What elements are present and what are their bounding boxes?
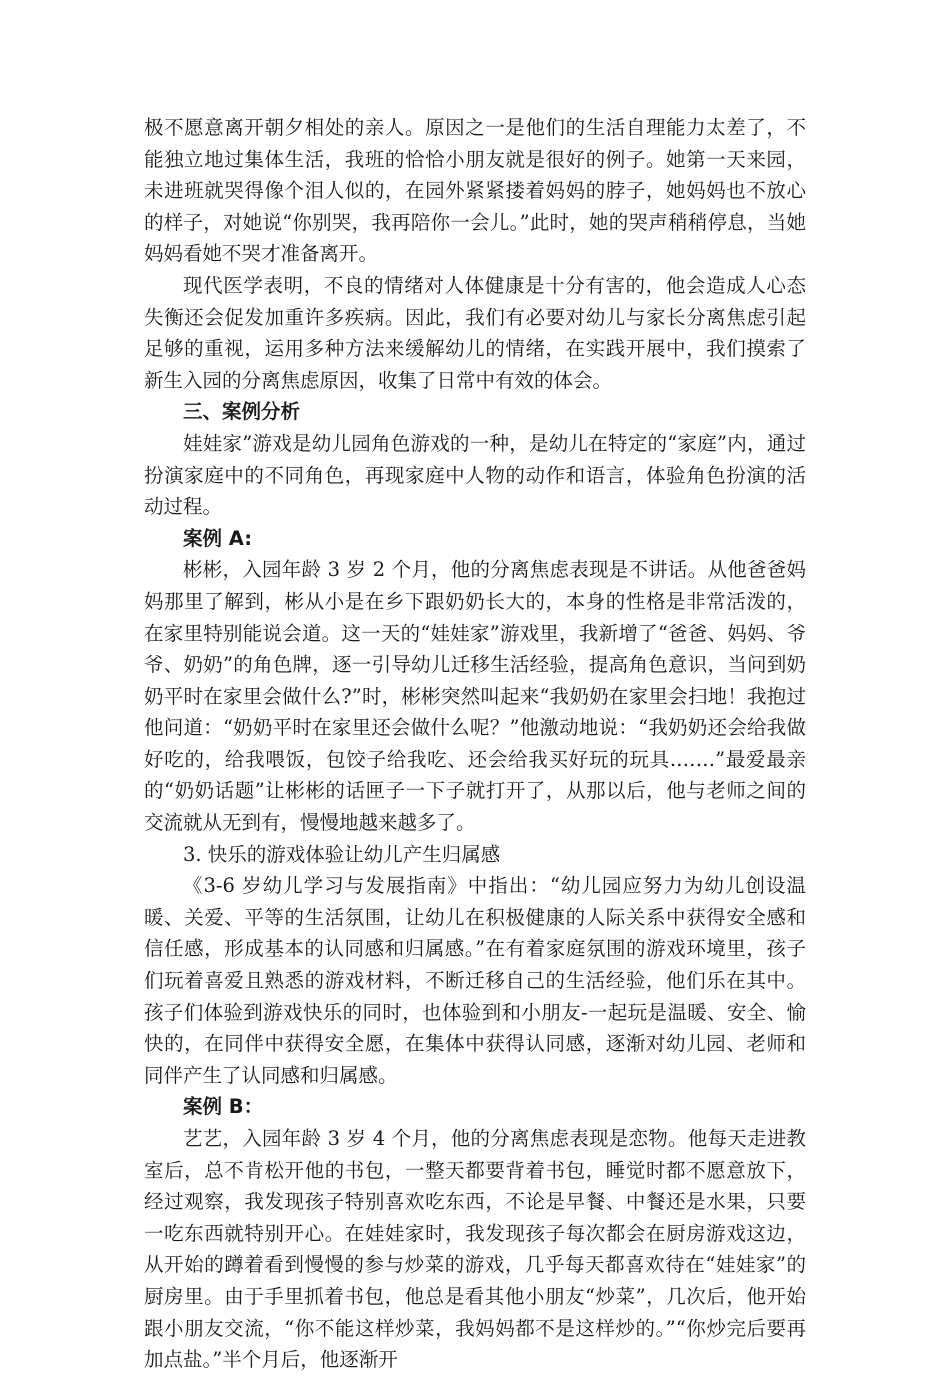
case-b-title: 案例 B： bbox=[183, 1095, 264, 1119]
document-body bbox=[144, 112, 806, 1376]
paragraph-modern-medicine: 现代医学表明，不良的情绪对人体健康是十分有害的，他会造成人心态失衡还会促发加重许多疾病。因此，我们有必要对幼儿与家长分离焦虑引起足够的重视，运用多种方法来缓解幼儿的情绪，在实践开展中，我们摸索了新生入园的分离焦虑原因，收集了日常中有效的体会。 bbox=[144, 273, 806, 392]
paragraph-doll-house-intro: 娃娃家”游戏是幼儿园角色游戏的一种，是幼儿在特定的“家庭”内，通过扮演家庭中的不同角色，再现家庭中人物的动作和语言，体验角色扮演的活动过程。 bbox=[144, 431, 806, 519]
subsection-heading-belonging: 3. 快乐的游戏体验让幼儿产生归属感 bbox=[183, 842, 501, 866]
section-heading-case-analysis: 三、案例分析 bbox=[183, 400, 301, 424]
paragraph-case-b: 艺艺，入园年龄 3 岁 4 个月，他的分离焦虑表现是恋物。他每天走进教室后，总不肯松开他的书包，一整天都要背着书包，睡觉时都不愿意放下，经过观察，我发现孩子特别喜欢吃东西，不论是早餐、中餐还是水果，只要一吃东西就特别开心。在娃娃家时，我发现孩子每次都会在厨房游戏这边，从开始的蹲着看到慢慢的参与炒菜的游戏，几乎每天都喜欢待在“娃娃家”的厨房里。由于手里抓着书包，他总是看其他小朋友“炒菜”，几次后，他开始跟小朋友交流，“你不能这样炒菜，我妈妈都不是这样炒的。”“你炒完后要再加点盐。”半个月后，他逐渐开 bbox=[144, 1127, 806, 1372]
paragraph-case-a: 彬彬，入园年龄 3 岁 2 个月，他的分离焦虑表现是不讲话。从他爸爸妈妈那里了解到，彬从小是在乡下跟奶奶长大的，本身的性格是非常活泼的，在家里特别能说会道。这一天的“娃娃家”游戏里，我新增了“爸爸、妈妈、爷爷、奶奶”的角色牌，逐一引导幼儿迁移生活经验，提高角色意识，当问到奶奶平时在家里会做什么?”时，彬彬突然叫起来“我奶奶在家里会扫地！我抱过他问道：“奶奶平时在家里还会做什么呢？”他激动地说：“我奶奶还会给我做好吃的，给我喂饭，包饺子给我吃、还会给我买好玩的玩具.……”最爱最亲的“奶奶话题”让彬彬的话匣子一下子就打开了，从那以后，他与老师之间的交流就从无到有，慢慢地越来越多了。 bbox=[144, 558, 806, 835]
paragraph-guideline-quote: 《3-6 岁幼儿学习与发展指南》中指出：“幼儿园应努力为幼儿创设温暖、关爱、平等的生活氛围，让幼儿在积极健康的人际关系中获得安全感和信任感，形成基本的认同感和归属感。”在有着家庭氛围的游戏环境里，孩子们玩着喜爱且熟悉的游戏材料，不断迁移自己的生活经验，他们乐在其中。孩子们体验到游戏快乐的同时，也体验到和小朋友-一起玩是温暖、安全、愉快的，在同伴中获得安全愿，在集体中获得认同感，逐渐对幼儿园、老师和同伴产生了认同感和归属感。 bbox=[144, 874, 806, 1087]
case-a-title: 案例 A: bbox=[183, 526, 253, 550]
paragraph-closing-separation: 极不愿意离开朝夕相处的亲人。原因之一是他们的生活自理能力太差了，不能独立地过集体生活，我班的恰恰小朋友就是很好的例子。她第一天来园，未进班就哭得像个泪人似的，在园外紧紧搂着妈妈的脖子，她妈妈也不放心的样子，对她说“你别哭，我再陪你一会儿。”此时，她的哭声稍稍停息，当她妈妈看她不哭才准备离开。 bbox=[144, 116, 806, 266]
